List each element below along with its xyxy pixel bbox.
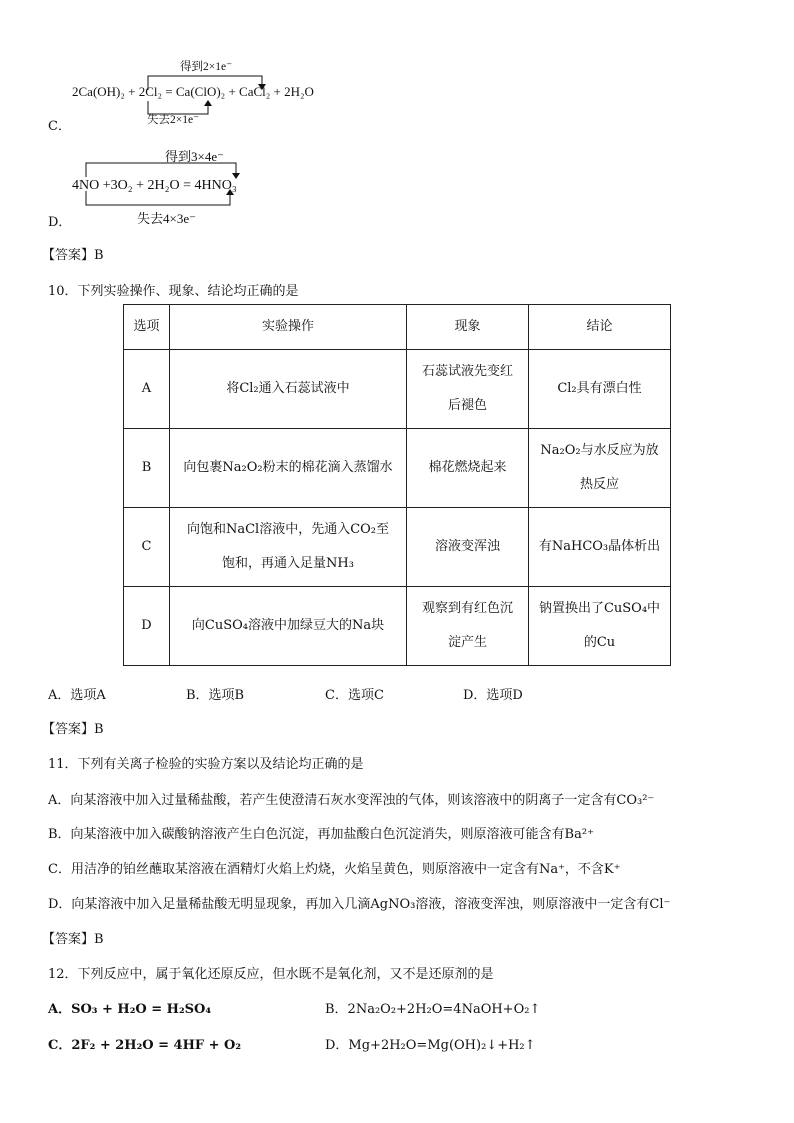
question-11-stem: 11．下列有关离子检验的实验方案以及结论均正确的是 — [48, 757, 364, 772]
electron-loss-label-c: 失去2×1e⁻ — [147, 114, 200, 126]
row-phenomenon: 石蕊试液先变红 后褪色 — [407, 350, 529, 429]
electron-gain-label-c: 得到2×1e⁻ — [180, 61, 233, 73]
choice-c[interactable]: C．选项C — [325, 688, 384, 703]
answer-q11: 【答案】B — [42, 932, 104, 947]
choice-b[interactable]: B．选项B — [186, 688, 245, 703]
choice-d[interactable]: D．选项D — [463, 688, 523, 703]
answer-q10: 【答案】B — [42, 722, 104, 737]
electron-gain-label-d: 得到3×4e⁻ — [165, 149, 224, 164]
question-10-stem: 10．下列实验操作、现象、结论均正确的是 — [48, 284, 299, 299]
table-row — [124, 350, 671, 429]
header-operation: 实验操作 — [170, 305, 407, 350]
q12-option-d[interactable]: D．Mg+2H₂O=Mg(OH)₂↓+H₂↑ — [325, 1038, 536, 1053]
header-option: 选项 — [124, 305, 170, 350]
table-row — [124, 587, 671, 666]
row-option: A — [124, 350, 170, 429]
q11-option-d[interactable]: D．向某溶液中加入足量稀盐酸无明显现象，再加入几滴AgNO₃溶液，溶液变浑浊，则原溶液中一定含有Cl⁻ — [48, 897, 671, 912]
table-row — [124, 429, 671, 508]
row-operation: 向饱和NaCl溶液中，先通入CO₂至 饱和，再通入足量NH₃ — [170, 508, 407, 587]
row-operation: 向包裹Na₂O₂粉末的棉花滴入蒸馏水 — [170, 429, 407, 508]
row-conclusion: Na₂O₂与水反应为放 热反应 — [529, 429, 671, 508]
row-option: C — [124, 508, 170, 587]
q12-option-c[interactable]: C．2F₂ + 2H₂O = 4HF + O₂ — [48, 1038, 242, 1053]
row-option: B — [124, 429, 170, 508]
row-conclusion: 钠置换出了CuSO₄中 的Cu — [529, 587, 671, 666]
row-phenomenon: 溶液变浑浊 — [407, 508, 529, 587]
row-operation: 向CuSO₄溶液中加绿豆大的Na块 — [170, 587, 407, 666]
row-conclusion: 有NaHCO₃晶体析出 — [529, 508, 671, 587]
header-conclusion: 结论 — [529, 305, 671, 350]
option-letter-c: C． — [48, 119, 71, 134]
q11-option-c[interactable]: C．用洁净的铂丝蘸取某溶液在酒精灯火焰上灼烧，火焰呈黄色，则原溶液中一定含有Na⁺，不含K⁺ — [48, 862, 621, 877]
table-row — [124, 508, 671, 587]
q12-option-a[interactable]: A．SO₃ + H₂O = H₂SO₄ — [48, 1002, 212, 1017]
answer-q9: 【答案】B — [42, 248, 104, 263]
row-option: D — [124, 587, 170, 666]
table-header-row — [124, 305, 671, 350]
q12-option-b[interactable]: B．2Na₂O₂+2H₂O=4NaOH+O₂↑ — [325, 1002, 541, 1017]
row-conclusion: Cl₂具有漂白性 — [529, 350, 671, 429]
row-operation: 将Cl₂通入石蕊试液中 — [170, 350, 407, 429]
electron-loss-label-d: 失去4×3e⁻ — [137, 211, 196, 226]
option-letter-d: D． — [48, 215, 72, 230]
q11-option-a[interactable]: A．向某溶液中加入过量稀盐酸，若产生使澄清石灰水变浑浊的气体，则该溶液中的阴离子一定含有CO₃²⁻ — [48, 793, 655, 808]
row-phenomenon: 棉花燃烧起来 — [407, 429, 529, 508]
equation-d: 4NO +3O₂ + 2H₂O = 4HNO₃ — [72, 178, 237, 193]
experiment-table — [123, 304, 671, 666]
row-phenomenon: 观察到有红色沉 淀产生 — [407, 587, 529, 666]
choice-a[interactable]: A．选项A — [48, 688, 106, 703]
question-12-stem: 12．下列反应中，属于氧化还原反应，但水既不是氧化剂，又不是还原剂的是 — [48, 967, 494, 982]
header-phenomenon: 现象 — [407, 305, 529, 350]
equation-c: 2Ca(OH)₂ + 2Cl₂ = Ca(ClO)₂ + CaCl₂ + 2H₂O — [72, 84, 314, 99]
q11-option-b[interactable]: B．向某溶液中加入碳酸钠溶液产生白色沉淀，再加盐酸白色沉淀消失，则原溶液可能含有Ba²⁺ — [48, 827, 594, 842]
